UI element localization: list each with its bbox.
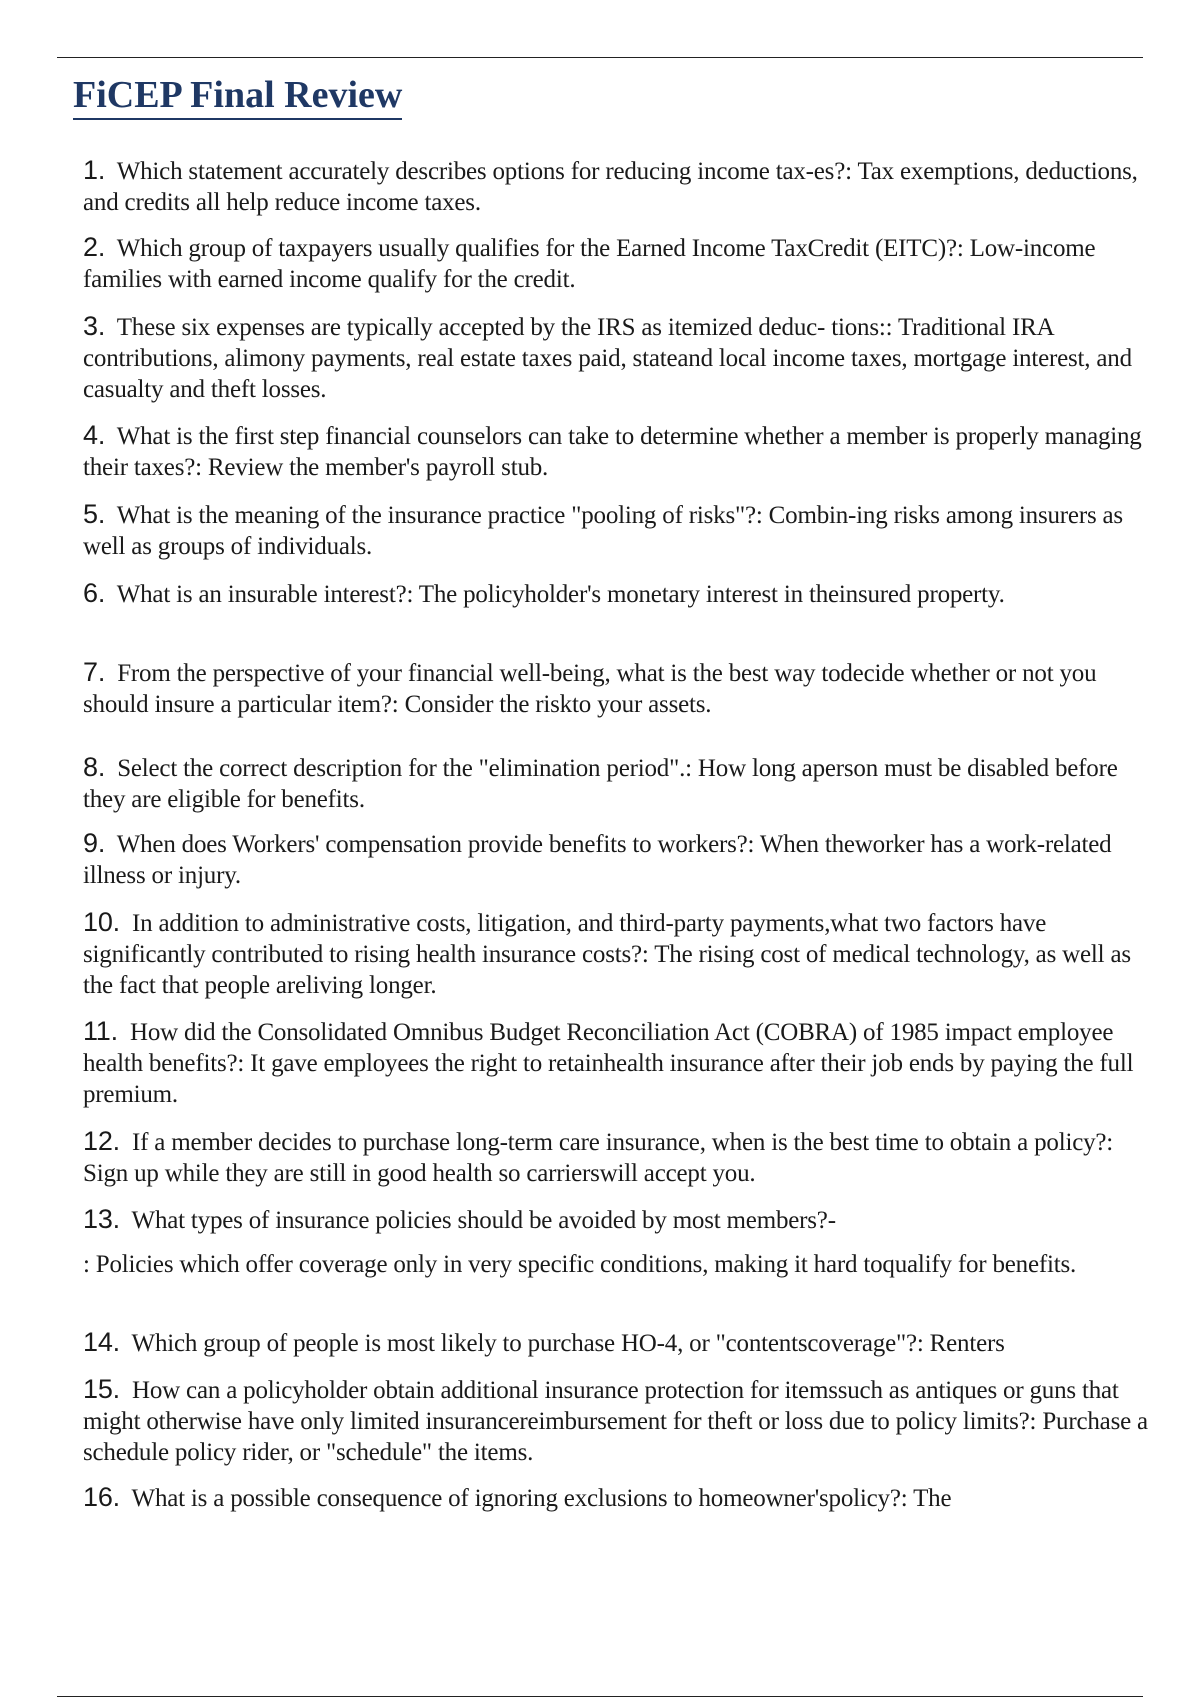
qa-number: 12. <box>83 1126 120 1156</box>
qa-text: These six expenses are typically accepted by the IRS as itemized deduc- tions:: Traditional IRA contributions, alimony payments, real estate taxes paid, stateand local income taxes, mortgage interest, and casualty and theft losses. <box>83 314 1132 403</box>
qa-text: Select the correct description for the "elimination period".: How long aperson must be disabled before they are eligible for benefits. <box>83 755 1118 813</box>
qa-text: : Policies which offer coverage only in very specific conditions, making it hard toqualify for benefits. <box>83 1251 1077 1278</box>
qa-text: What is an insurable interest?: The policyholder's monetary interest in theinsured property. <box>116 581 1005 608</box>
qa-item-15 <box>83 1374 1153 1468</box>
qa-item-3 <box>83 311 1153 405</box>
qa-number: 11. <box>83 1016 118 1046</box>
qa-item-6 <box>83 578 1153 610</box>
qa-number: 1. <box>83 155 106 185</box>
qa-item-14 <box>83 1327 1153 1359</box>
qa-number: 16. <box>83 1482 120 1512</box>
qa-text: What is the meaning of the insurance practice "pooling of risks"?: Combin-ing risks among insurers as well as groups of individuals. <box>83 502 1123 560</box>
qa-item-11 <box>83 1016 1153 1110</box>
qa-text: Which statement accurately describes options for reducing income tax-es?: Tax exemptions, deductions, and credits all help reduce income taxes. <box>83 158 1138 216</box>
qa-item-12 <box>83 1126 1153 1189</box>
qa-item-9 <box>83 828 1153 891</box>
qa-text: What is a possible consequence of ignoring exclusions to homeowner'spolicy?: The <box>131 1485 952 1512</box>
qa-item-10 <box>83 907 1153 1001</box>
qa-text: Which group of people is most likely to purchase HO-4, or "contentscoverage"?: Renters <box>131 1330 1005 1357</box>
qa-text: How can a policyholder obtain additional insurance protection for itemssuch as antiques or guns that might otherwise have only limited insurancereimbursement for theft or loss due to policy limits?: Purchase a schedule policy rider, or "schedule" the items. <box>83 1377 1148 1466</box>
qa-number: 15. <box>83 1374 120 1404</box>
qa-number: 13. <box>83 1204 120 1234</box>
qa-text: In addition to administrative costs, litigation, and third-party payments,what two factors have significantly contributed to rising health insurance costs?: The rising cost of medical technology, as well as the fact that people areliving longer. <box>83 910 1131 999</box>
qa-item-7 <box>83 657 1153 720</box>
qa-item-5 <box>83 499 1153 562</box>
qa-number: 6. <box>83 578 106 608</box>
qa-text: If a member decides to purchase long-term care insurance, when is the best time to obtain a policy?: Sign up while they are still in good health so carrierswill accept you. <box>83 1129 1114 1187</box>
qa-item-4 <box>83 420 1153 483</box>
qa-text: What is the first step financial counselors can take to determine whether a member is properly managing their taxes?: Review the member's payroll stub. <box>83 423 1142 481</box>
qa-number: 2. <box>83 232 106 262</box>
qa-number: 10. <box>83 907 120 937</box>
page-title: FiCEP Final Review <box>73 72 402 120</box>
qa-number: 14. <box>83 1327 120 1357</box>
qa-item-2 <box>83 232 1153 295</box>
qa-number: 5. <box>83 499 106 529</box>
qa-number: 8. <box>83 752 106 782</box>
qa-text: What types of insurance policies should be avoided by most members?- <box>131 1207 836 1234</box>
qa-text: Which group of taxpayers usually qualifies for the Earned Income TaxCredit (EITC)?: Low-income families with earned income qualify for the credit. <box>83 235 1096 293</box>
qa-text: How did the Consolidated Omnibus Budget Reconciliation Act (COBRA) of 1985 impact employee health benefits?: It gave employees the right to retainhealth insurance after their job ends by paying the full premium. <box>83 1019 1134 1108</box>
top-rule <box>57 57 1143 58</box>
qa-text: When does Workers' compensation provide benefits to workers?: When theworker has a work-related illness or injury. <box>83 831 1112 889</box>
qa-item-13-answer <box>83 1249 1153 1280</box>
qa-item-8 <box>83 752 1153 815</box>
qa-item-13 <box>83 1204 1153 1236</box>
qa-item-1 <box>83 155 1153 218</box>
qa-number: 9. <box>83 828 106 858</box>
qa-number: 3. <box>83 311 106 341</box>
qa-item-16 <box>83 1482 1153 1514</box>
qa-number: 4. <box>83 420 106 450</box>
qa-text: From the perspective of your financial well-being, what is the best way todecide whether or not you should insure a particular item?: Consider the riskto your assets. <box>83 660 1097 718</box>
bottom-rule <box>57 1696 1143 1697</box>
qa-number: 7. <box>83 657 106 687</box>
